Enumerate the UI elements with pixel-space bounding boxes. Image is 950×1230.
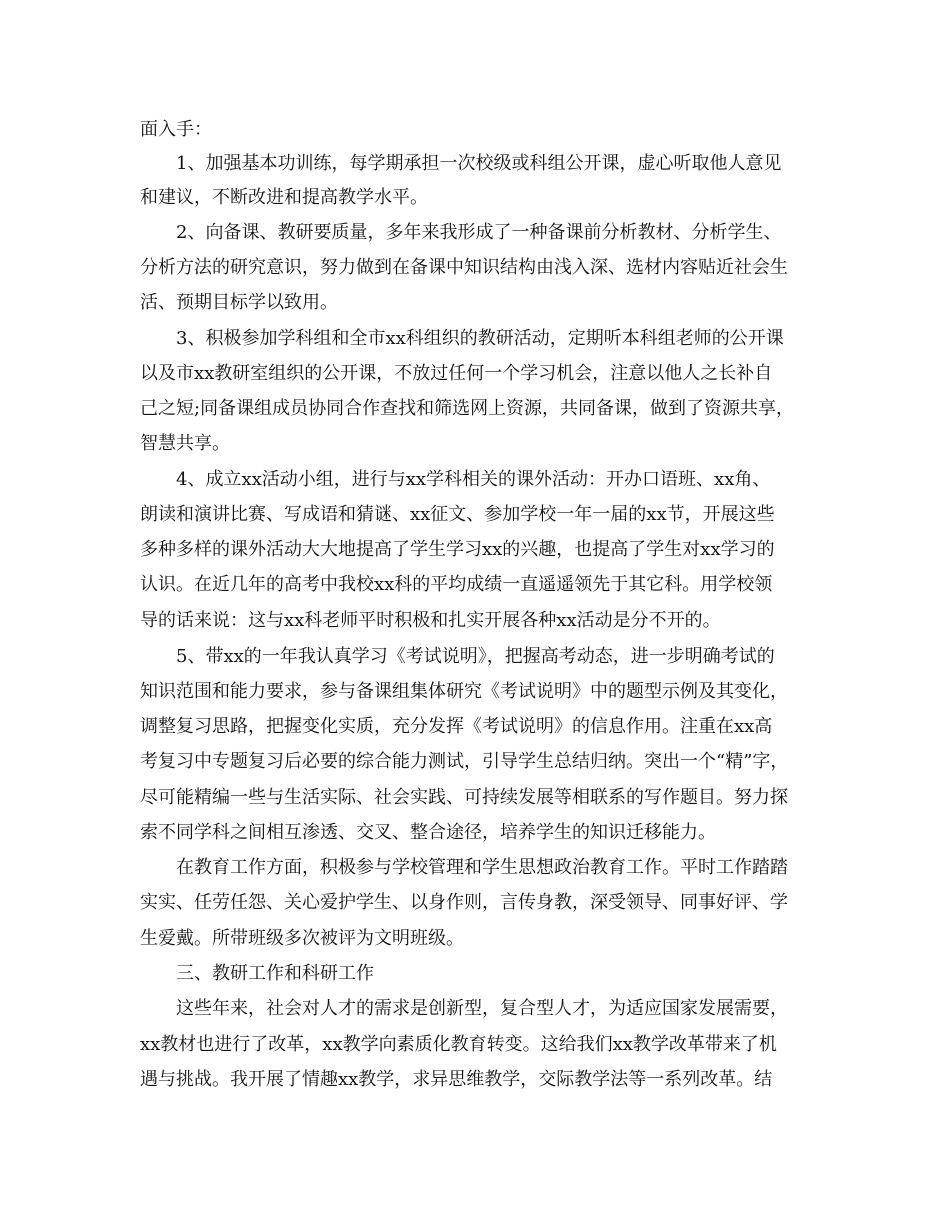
text-line: 导的话来说：这与xx科老师平时积极和扎实开展各种xx活动是分不开的。 [140, 610, 721, 631]
text-line: 实实、任劳任怨、关心爱护学生、以身作则，言传身教，深受领导、同事好评、学 [140, 892, 788, 913]
paragraph-5-line: 5、带xx的一年我认真学习《考试说明》，把握高考动态，进一步明确考试的 [176, 646, 775, 667]
paragraph-3-line: 3、积极参加学科组和全市xx科组织的教研活动，定期听本科组老师的公开课 [176, 328, 784, 349]
paragraph-1-line: 1、加强基本功训练，每学期承担一次校级或科组公开课，虚心听取他人意见 [176, 153, 782, 174]
text-line: 尽可能精编一些与生活实际、社会实践、可持续发展等相联系的写作题目。努力探 [140, 787, 788, 808]
paragraph-research-line: 这些年来，社会对人才的需求是创新型，复合型人才，为适应国家发展需要， [176, 998, 788, 1019]
text-line: 生爱戴。所带班级多次被评为文明班级。 [140, 928, 464, 949]
section-heading: 三、教研工作和科研工作 [176, 963, 374, 984]
text-line: 朗读和演讲比赛、写成语和猜谜、xx征文、参加学校一年一届的xx节，开展这些 [140, 504, 775, 525]
text-line: 以及市xx教研室组织的公开课，不放过任何一个学习机会，注意以他人之长补自 [140, 363, 773, 384]
text-line: 认识。在近几年的高考中我校xx科的平均成绩一直遥遥领先于其它科。用学校领 [140, 574, 773, 595]
text-line: xx教材也进行了改革，xx教学向素质化教育转变。这给我们xx教学改革带来了机 [140, 1034, 777, 1055]
paragraph-2-line: 2、向备课、教研要质量，多年来我形成了一种备课前分析教材、分析学生、 [176, 222, 782, 243]
text-line: 智慧共享。 [140, 433, 230, 454]
text-line: 多种多样的课外活动大大地提高了学生学习xx的兴趣，也提高了学生对xx学习的 [140, 539, 775, 560]
text-line: 调整复习思路，把握变化实质，充分发挥《考试说明》的信息作用。注重在xx高 [140, 716, 773, 737]
text-line: 活、预期目标学以致用。 [140, 292, 338, 313]
text-line: 分析方法的研究意识，努力做到在备课中知识结构由浅入深、选材内容贴近社会生 [140, 257, 788, 278]
text-line: 考复习中专题复习后必要的综合能力测试，引导学生总结归纳。突出一个“精”字， [140, 751, 789, 772]
paragraph-education-line: 在教育工作方面，积极参与学校管理和学生思想政治教育工作。平时工作踏踏 [176, 857, 788, 878]
text-line: 己之短;同备课组成员协同合作查找和筛选网上资源，共同备课，做到了资源共享， [140, 398, 795, 419]
paragraph-4-line: 4、成立xx活动小组，进行与xx学科相关的课外活动：开办口语班、xx角、 [176, 469, 771, 490]
text-line: 和建议，不断改进和提高教学水平。 [140, 187, 428, 208]
text-line: 知识范围和能力要求，参与备课组集体研究《考试说明》中的题型示例及其变化， [140, 681, 788, 702]
text-line: 面入手： [140, 119, 212, 140]
text-line: 索不同学科之间相互渗透、交叉、整合途径，培养学生的知识迁移能力。 [140, 822, 716, 843]
text-line: 遇与挑战。我开展了情趣xx教学，求异思维教学，交际教学法等一系列改革。结 [140, 1069, 773, 1090]
